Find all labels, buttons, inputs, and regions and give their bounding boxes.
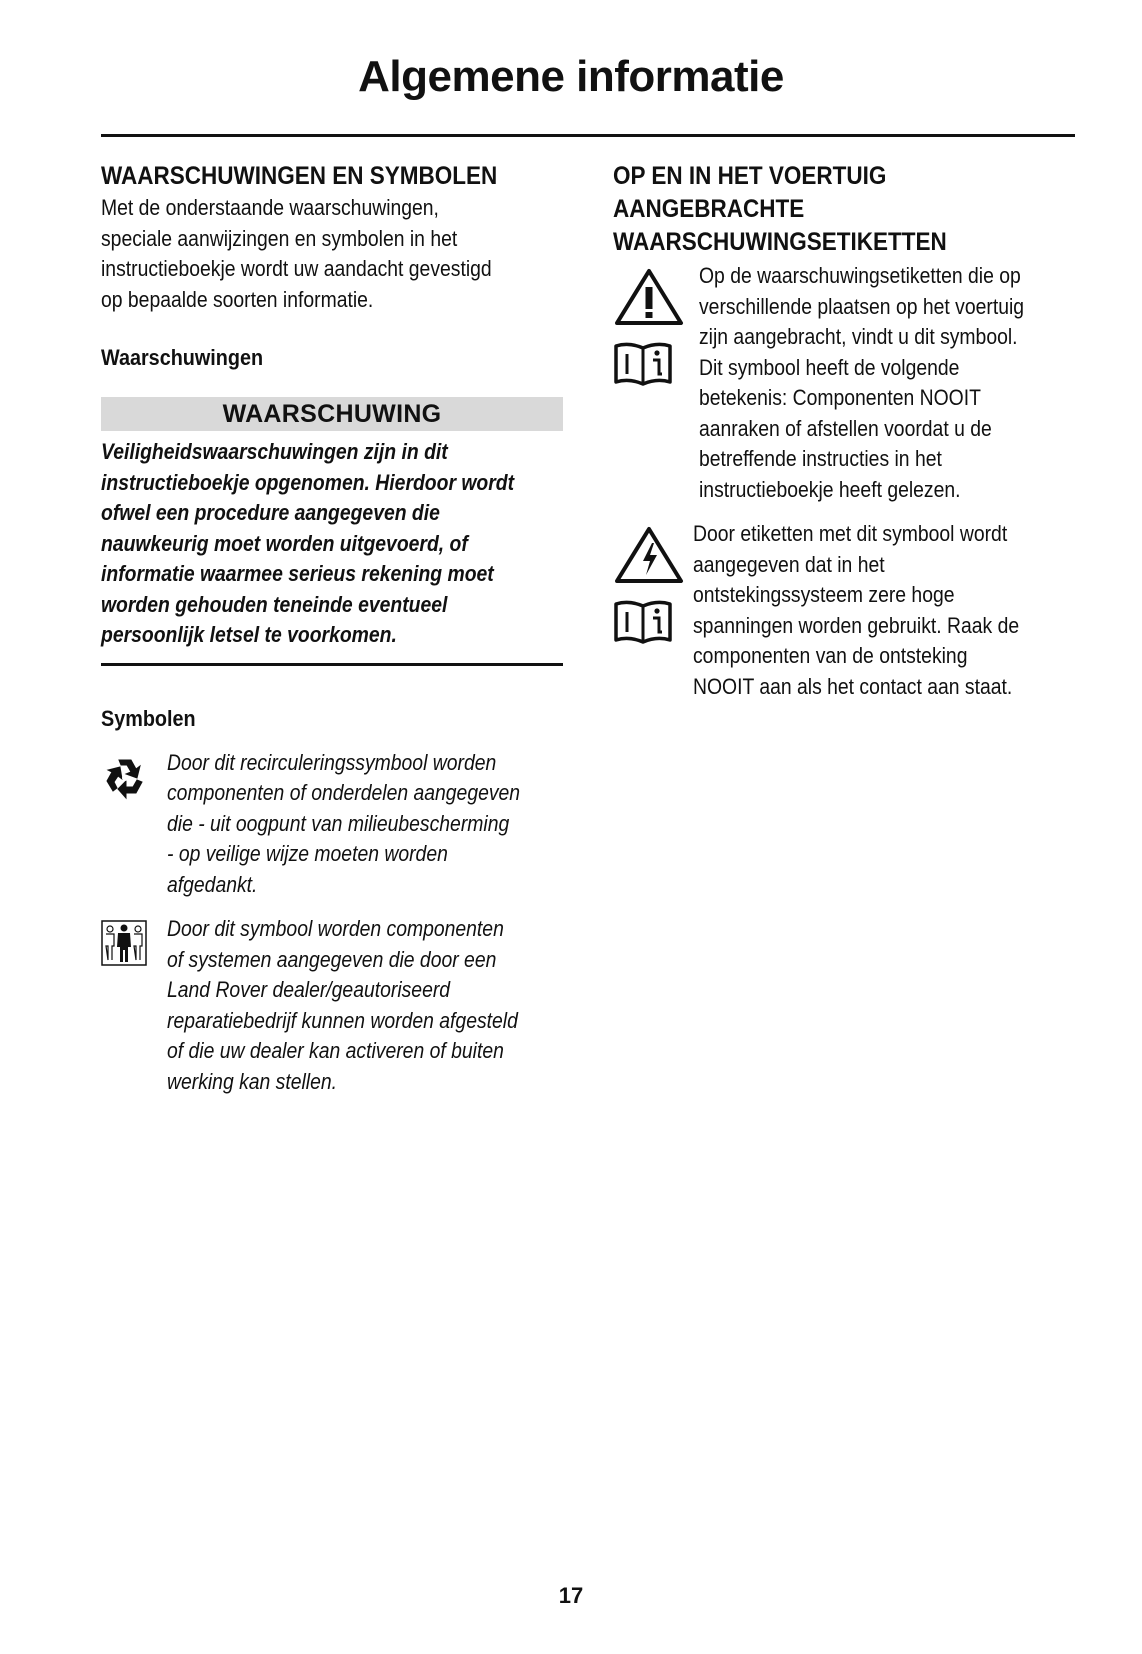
page-number: 17 [558,1583,584,1608]
label-item-general-warning [613,261,1075,505]
info-book-icon [613,598,685,649]
label-high-voltage-line: NOOIT aan als het contact aan staat. [693,673,1013,699]
high-voltage-triangle-icon [613,525,685,590]
heading-line: WAARSCHUWINGSETIKETTEN [613,228,947,256]
label-high-voltage-line: aangegeven dat in het [693,551,885,577]
intro-line: instructieboekje wordt uw aandacht gevestigd [101,256,492,281]
section-heading-vehicle-labels [613,160,1075,259]
warning-line: Veiligheidswaarschuwingen zijn in dit [101,439,448,464]
subheading-waarschuwingen: Waarschuwingen [101,345,264,370]
label-general-line: instructieboekje heeft gelezen. [699,476,961,502]
label-high-voltage-line: componenten van de ontsteking [693,643,968,668]
warning-bottom-rule [101,663,563,666]
symbol-item-recycle [101,748,563,901]
recycle-text-line: - op veilige wijze moeten worden [167,841,448,866]
dealer-text-line: Door dit symbool worden componenten [167,916,504,941]
warning-line: persoonlijk letsel te voorkomen. [101,622,397,647]
title-divider [101,134,1075,137]
symbol-item-dealer [101,914,563,1097]
left-column [101,160,563,1097]
label-item-high-voltage [613,519,1075,702]
warning-triangle-icon [613,267,685,332]
label-icons [613,525,685,649]
dealer-text-line: Land Rover dealer/geautoriseerd [167,977,451,1002]
recycle-text-line: die - uit oogpunt van milieubescherming [167,810,510,836]
label-general-line: aanraken of afstellen voordat u de [699,415,992,441]
label-general-line: betekenis: Componenten NOOIT [699,385,981,410]
warning-paragraph [101,437,563,651]
label-general-line: zijn aangebracht, vindt u dit symbool. [699,324,1018,349]
recycle-text-line: componenten of onderdelen aangegeven [167,780,521,805]
dealer-text-line: werking kan stellen. [167,1068,338,1094]
dealer-people-icon [101,920,147,971]
info-book-icon [613,340,685,391]
recycle-icon [101,754,149,807]
label-general-line: Dit symbool heeft de volgende [699,354,960,380]
page-title: Algemene informatie [358,52,784,101]
label-general-line: verschillende plaatsen op het voertuig [699,293,1025,319]
label-high-voltage-line: ontstekingssysteem zere hoge [693,582,955,607]
intro-line: speciale aanwijzingen en symbolen in het [101,225,458,251]
warning-line: worden gehouden teneinde eventueel [101,591,448,617]
warning-line: instructieboekje opgenomen. Hierdoor wordt [101,469,515,495]
intro-paragraph [101,193,563,315]
heading-line: AANGEBRACHTE [613,195,805,223]
recycle-text-line: Door dit recirculeringssymbool worden [167,749,497,775]
label-general-line: betreffende instructies in het [699,446,942,471]
warning-box-title: WAARSCHUWING [101,397,563,431]
heading-line: OP EN IN HET VOERTUIG [613,162,887,190]
label-high-voltage-line: Door etiketten met dit symbool wordt [693,521,1008,546]
label-icons [613,267,685,391]
warning-line: ofwel een procedure aangegeven die [101,500,440,525]
label-general-line: Op de waarschuwingsetiketten die op [699,263,1021,288]
dealer-text-line: of die uw dealer kan activeren of buiten [167,1038,504,1063]
intro-line: op bepaalde soorten informatie. [101,286,374,312]
dealer-text-line: of systemen aangegeven die door een [167,946,497,972]
dealer-text-line: reparatiebedrijf kunnen worden afgesteld [167,1007,518,1033]
recycle-text-line: afgedankt. [167,871,258,897]
subheading-symbolen: Symbolen [101,705,196,731]
right-column [613,160,1075,702]
section-heading-warnings-symbols: WAARSCHUWINGEN EN SYMBOLEN [101,162,498,190]
intro-line: Met de onderstaande waarschuwingen, [101,195,439,220]
warning-line: nauwkeurig moet worden uitgevoerd, of [101,530,468,556]
warning-line: informatie waarmee serieus rekening moet [101,561,494,586]
label-high-voltage-line: spanningen worden gebruikt. Raak de [693,612,1020,638]
